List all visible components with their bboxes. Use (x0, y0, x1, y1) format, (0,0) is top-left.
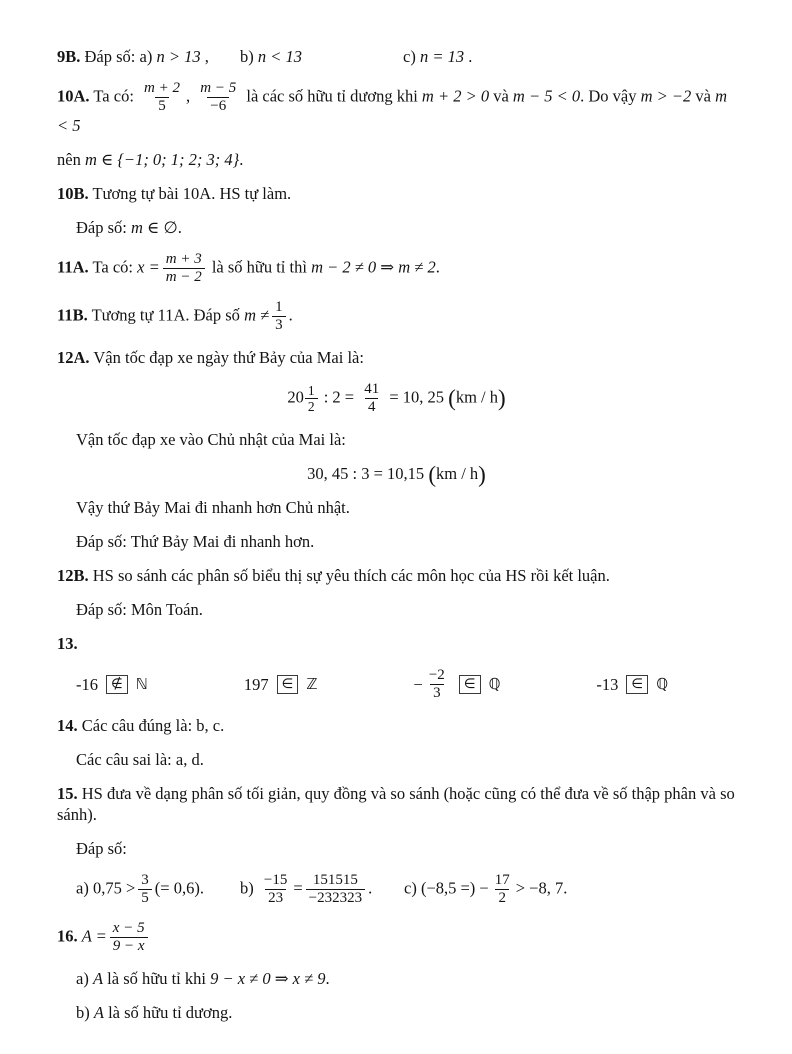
problem-15-answer-label (57, 838, 736, 859)
right-paren: ) (498, 385, 506, 411)
item-label: a) (76, 969, 89, 988)
fraction (110, 920, 148, 955)
problem-14-line2 (57, 749, 736, 770)
math-expression: 0,75 > (92, 878, 136, 898)
problem-10b (57, 183, 736, 204)
punctuation: . (435, 257, 440, 277)
fraction (197, 80, 239, 115)
unit-label: km / h (435, 464, 479, 483)
left-paren: ( (428, 462, 436, 487)
answer-lead: Đáp số: a) (84, 47, 153, 66)
item-label: c) (403, 47, 416, 66)
text-run: HS so sánh các phân số biểu thị sự yêu thích các môn học của HS rồi kết luận. (92, 566, 610, 585)
fraction-numerator: −2 (428, 667, 445, 683)
fraction (141, 80, 183, 115)
fraction-numerator: 1 (307, 383, 315, 398)
fraction-denominator: 3 (272, 316, 286, 334)
fraction (305, 383, 318, 414)
fraction-denominator: 2 (495, 889, 509, 907)
problem-10a (57, 80, 736, 136)
text-run: và (493, 86, 509, 106)
math-expression: > −8, 7 (515, 878, 564, 898)
text-run: Các câu sai là: a, d. (76, 750, 204, 769)
fraction-numerator: 3 (141, 872, 149, 888)
item-label: b) (76, 1003, 90, 1022)
fraction-numerator: 41 (364, 381, 380, 397)
fraction (426, 667, 448, 702)
punctuation: . (239, 150, 244, 169)
fraction-numerator: m + 3 (165, 251, 202, 267)
text-run: Tương tự bài 10A. HS tự làm. (92, 184, 292, 203)
set-symbol-rationals: ℚ (488, 675, 501, 693)
value: -13 (596, 675, 619, 694)
answer-9b-b (240, 46, 403, 67)
problem-12b-answer (57, 599, 736, 620)
math-variable: A (93, 1003, 104, 1022)
value: 197 (243, 675, 269, 694)
text-run: . Do vậy (580, 86, 637, 106)
answer-label: Đáp số: (76, 839, 127, 858)
problem-12a-conclusion (57, 497, 736, 518)
problem-9b (57, 46, 736, 67)
math-variable: A (92, 969, 104, 988)
math-expression: (−8,5 =) − (420, 878, 489, 898)
answer-15-c (404, 872, 567, 907)
not-element-of-box: ∉ (106, 675, 128, 694)
text-run: nên (57, 150, 81, 169)
text-run: và (695, 86, 711, 106)
fraction-denominator: 3 (430, 684, 444, 702)
mixed-number-whole: 20 (287, 387, 304, 407)
membership-item-4 (596, 674, 668, 695)
answer-15-b (240, 872, 404, 907)
membership-item-1 (76, 674, 148, 695)
punctuation: , (204, 47, 209, 66)
problem-number: 11A. (57, 257, 89, 277)
fraction-denominator: 5 (138, 889, 152, 907)
math-expression: m ≠ (244, 305, 270, 325)
punctuation: . (468, 47, 473, 66)
math-expression: 9 − x ≠ 0 ⇒ x ≠ 9 (210, 969, 326, 988)
problem-14 (57, 715, 736, 736)
problem-13-row (76, 667, 668, 702)
text-run: Vậy thứ Bảy Mai đi nhanh hơn Chủ nhật. (76, 498, 350, 517)
math-expression: n = 13 (419, 47, 465, 66)
item-label: b) (240, 47, 254, 66)
problem-12a-answer (57, 531, 736, 552)
set-symbol-rationals: ℚ (656, 675, 668, 693)
fraction-denominator: 4 (365, 398, 379, 416)
problem-number: 12B. (57, 566, 89, 585)
problem-15 (57, 783, 736, 825)
problem-16-b (57, 1002, 736, 1023)
fraction-denominator: 5 (155, 97, 169, 115)
fraction-numerator: x − 5 (112, 920, 145, 936)
fraction-numerator: m + 2 (144, 80, 181, 96)
element-of-box: ∈ (277, 675, 299, 694)
unit-label: km / h (455, 387, 498, 407)
text-run: Ta có: (92, 257, 134, 277)
punctuation: . (177, 218, 182, 237)
value: -16 (76, 675, 98, 694)
fraction (306, 872, 365, 907)
math-expression: m ∈ {−1; 0; 1; 2; 3; 4} (84, 150, 240, 169)
fraction (163, 251, 205, 286)
problem-16-a (57, 968, 736, 989)
fraction-numerator: m − 5 (200, 80, 237, 96)
item-label: b) (240, 878, 254, 898)
equation-result: = 10, 25 (389, 387, 445, 407)
set-symbol-naturals: ℕ (135, 675, 148, 693)
math-operator-run: : 2 = (323, 387, 355, 407)
problem-number: 10B. (57, 184, 89, 203)
fraction-numerator: −15 (263, 872, 288, 888)
problem-number: 14. (57, 716, 78, 735)
fraction-denominator: −6 (207, 97, 229, 115)
math-expression: n < 13 (257, 47, 303, 66)
text-run: là các số hữu tỉ dương khi (246, 86, 418, 106)
text-run: Đáp số: Môn Toán. (76, 600, 203, 619)
math-expression: m < 5 (57, 86, 728, 135)
equation-saturday (57, 381, 736, 416)
membership-item-2 (244, 674, 318, 695)
fraction-numerator: 17 (494, 872, 510, 888)
fraction-denominator: m − 2 (163, 268, 205, 286)
problem-number: 9B. (57, 47, 81, 66)
punctuation: . (288, 305, 293, 325)
punctuation: , (186, 86, 191, 106)
text-run: là số hữu tỉ dương. (108, 1003, 233, 1022)
answer-label: Đáp số: (76, 218, 127, 237)
text-run: là số hữu tỉ thì (211, 257, 307, 277)
fraction (492, 872, 513, 907)
fraction-denominator: 9 − x (110, 937, 148, 955)
set-symbol-integers: ℤ (306, 675, 318, 693)
math-expression: (= 0,6) (154, 878, 200, 898)
math-expression: m + 2 > 0 (421, 86, 490, 106)
text-run: Vận tốc đạp xe vào Chủ nhật của Mai là: (76, 430, 346, 449)
punctuation: . (368, 878, 373, 898)
problem-number: 10A. (57, 86, 90, 106)
punctuation: . (199, 878, 204, 898)
answer-9b-c (403, 46, 472, 67)
right-paren: ) (478, 462, 486, 487)
fraction-numerator: 151515 (312, 872, 358, 888)
math-expression: A = (81, 926, 107, 946)
item-label: c) (404, 878, 417, 898)
element-of-box: ∈ (626, 675, 648, 694)
fraction (272, 299, 286, 334)
math-expression: n > 13 (156, 47, 201, 66)
problem-number: 12A. (57, 348, 90, 367)
fraction (138, 872, 152, 907)
problem-12a-text2 (57, 429, 736, 450)
answer-9b-a (57, 46, 240, 67)
equals-sign: = (293, 878, 303, 898)
math-expression: m − 2 ≠ 0 ⇒ m ≠ 2 (311, 257, 436, 277)
left-paren: ( (448, 385, 456, 411)
math-expression: x = (137, 257, 160, 277)
math-expression: m > −2 (640, 86, 692, 106)
membership-item-3 (414, 667, 501, 702)
text-run: Các câu đúng là: b, c. (81, 716, 225, 735)
problem-number: 16. (57, 926, 78, 946)
text-run: Ta có: (93, 86, 134, 106)
fraction-denominator: 2 (305, 398, 318, 414)
fraction-numerator: 1 (275, 299, 283, 315)
problem-11a (57, 251, 736, 286)
answer-15-a (76, 872, 240, 907)
problem-number: 13. (57, 634, 78, 653)
fraction-denominator: −232323 (306, 889, 365, 907)
item-label: a) (76, 878, 89, 898)
punctuation: . (563, 878, 568, 898)
fraction-denominator: 23 (265, 889, 286, 907)
problem-number: 11B. (57, 305, 88, 325)
problem-number: 15. (57, 784, 78, 803)
equation-sunday (57, 462, 736, 487)
fraction (261, 872, 290, 907)
math-expression: m ∈ ∅ (131, 218, 178, 237)
text-run: Đáp số: Thứ Bảy Mai đi nhanh hơn. (76, 532, 315, 551)
problem-10a-conclusion (57, 149, 736, 170)
negative-sign: − (413, 675, 423, 694)
problem-11b (57, 299, 736, 334)
text-run: Tương tự 11A. Đáp số (91, 305, 240, 325)
text-run: Vận tốc đạp xe ngày thứ Bảy của Mai là: (93, 348, 364, 367)
problem-16 (57, 920, 736, 955)
fraction (361, 381, 382, 416)
problem-15-answers (57, 872, 736, 907)
element-of-box: ∈ (459, 675, 481, 694)
equation-text: 30, 45 : 3 = 10,15 (307, 464, 425, 483)
problem-12a (57, 347, 736, 368)
problem-13-title (57, 633, 736, 654)
math-expression: m − 5 < 0 (512, 86, 581, 106)
text-run: HS đưa về dạng phân số tối giản, quy đồng và so sánh (hoặc cũng có thể đưa về số thập phân và so sánh). (57, 784, 735, 824)
punctuation: . (325, 969, 330, 988)
problem-12b (57, 565, 736, 586)
problem-10b-answer (57, 217, 736, 238)
text-run: là số hữu tỉ khi (107, 969, 206, 988)
